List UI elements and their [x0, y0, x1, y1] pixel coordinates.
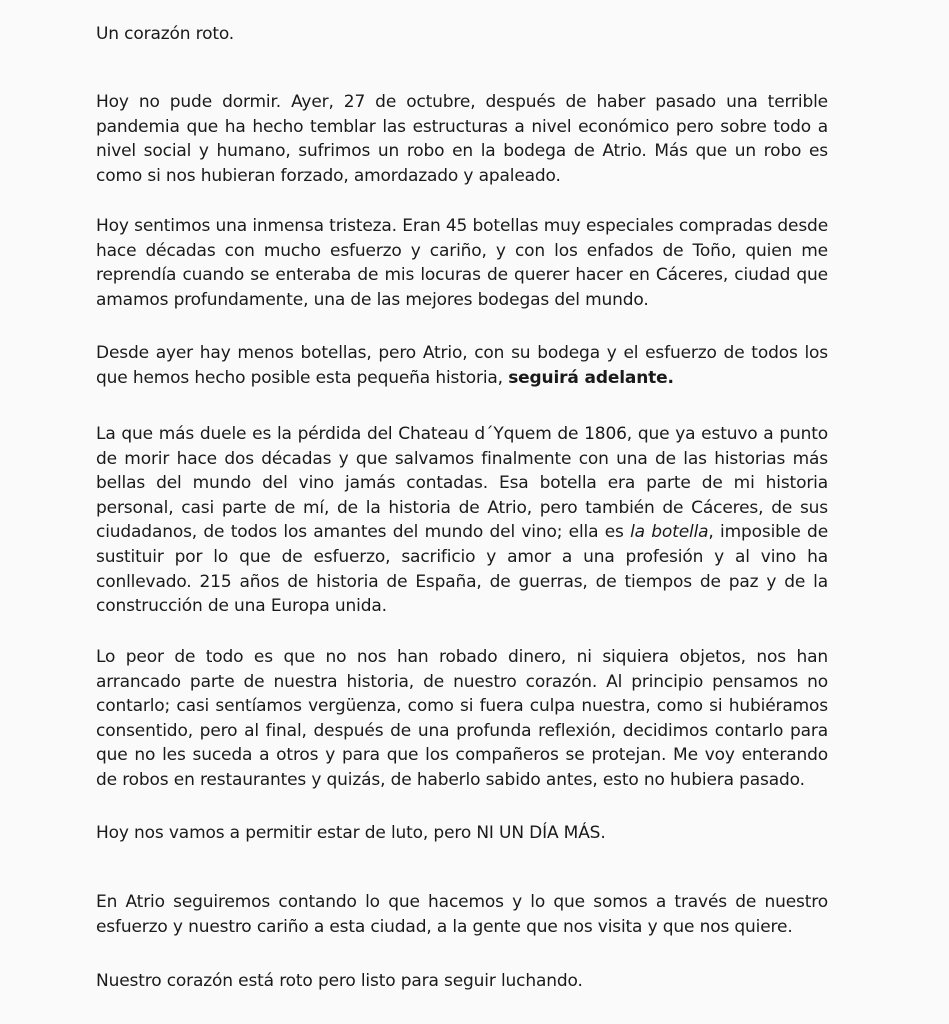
- paragraph-3-text: Desde ayer hay menos botellas, pero Atrio, con su bodega y el esfuerzo de todos los que hemos hecho posible esta pequeña historia,: [96, 343, 828, 388]
- paragraph-4-italic: la botella: [630, 522, 709, 543]
- paragraph-1: Hoy no pude dormir. Ayer, 27 de octubre, después de haber pasado una terrible pandemia que ha hecho temblar las estructuras a nivel económico pero sobre todo a nivel social y humano, sufrimos un robo en la bodega de Atrio. Más que un robo es como si nos hubieran forzado, amordazado y apaleado.: [96, 92, 828, 186]
- paragraph-5: Lo peor de todo es que no nos han robado dinero, ni siquiera objetos, nos han arrancado parte de nuestra historia, de nuestro corazón. Al principio pensamos no contarlo; casi sentíamos vergüenza, como si fuera culpa nuestra, como si hubiéramos consentido, pero al final, después de una profunda reflexión, decidimos contarlo para que no les suceda a otros y para que los compañeros se protejan. Me voy enterando de robos en restaurantes y quizás, de haberlo sabido antes, esto no hubiera pasado.: [96, 647, 828, 790]
- letter-title: Un corazón roto.: [96, 24, 235, 44]
- paragraph-6: Hoy nos vamos a permitir estar de luto, pero NI UN DÍA MÁS.: [96, 823, 606, 843]
- paragraph-2: Hoy sentimos una inmensa tristeza. Eran 45 botellas muy especiales compradas desde hace décadas con mucho esfuerzo y cariño, y con los enfados de Toño, quien me reprendía cuando se enteraba de mis locuras de querer hacer en Cáceres, ciudad que amamos profundamente, una de las mejores bodegas del mundo.: [96, 216, 828, 310]
- paragraph-8: Nuestro corazón está roto pero listo para seguir luchando.: [96, 971, 583, 991]
- paragraph-3-bold: seguirá adelante.: [508, 367, 674, 388]
- paragraph-4-text-start: La que más duele es la pérdida del Chateau d´Yquem de 1806, que ya estuvo a punto de morir hace dos décadas y que salvamos finalmente con una de las historias más bellas del mundo del vino jamás contadas. Esa botella era parte de mi historia personal, casi parte de mí, de la historia de Atrio, pero también de Cáceres, de sus ciudadanos, de todos los amantes del mundo del vino; ella es: [96, 424, 828, 543]
- paragraph-4-text-end: , imposible de sustituir por lo que de esfuerzo, sacrificio y amor a una profesión y al vino ha conllevado. 215 años de historia de España, de guerras, de tiempos de paz y de la construcción de una Europa unida.: [96, 522, 828, 617]
- paragraph-7: En Atrio seguiremos contando lo que hacemos y lo que somos a través de nuestro esfuerzo y nuestro cariño a esta ciudad, a la gente que nos visita y que nos quiere.: [96, 892, 828, 937]
- paragraph-4: [96, 422, 828, 619]
- paragraph-3: [96, 341, 828, 390]
